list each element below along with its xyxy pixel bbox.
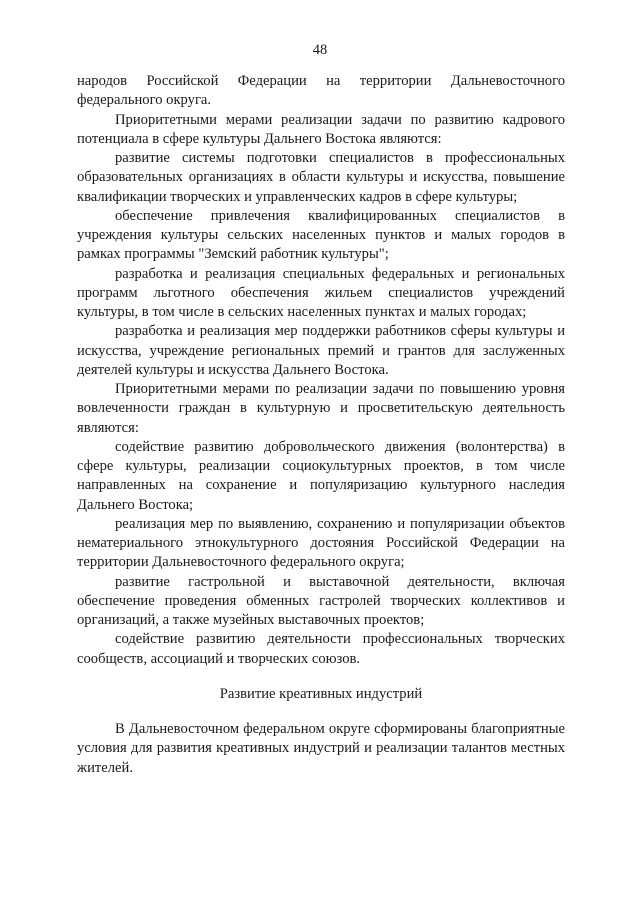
- list-item: развитие системы подготовки специалистов в профессиональных образовательных организациях в области культуры и искусства, повышение квалификации творческих и управленческих кадров в сфере культуры;: [77, 150, 565, 205]
- paragraph: народов Российской Федерации на территории Дальневосточного федерального округа.: [77, 73, 565, 109]
- paragraph: Приоритетными мерами по реализации задачи по повышению уровня вовлеченности граждан в культурную и просветительскую деятельность являются:: [77, 381, 565, 436]
- list-item: разработка и реализация мер поддержки работников сферы культуры и искусства, учреждение региональных премий и грантов для заслуженных деятелей культуры и искусства Дальнего Востока.: [77, 323, 565, 378]
- list-item: реализация мер по выявлению, сохранению и популяризации объектов нематериального этнокультурного достояния Российской Федерации на территории Дальневосточного федерального округа;: [77, 515, 565, 571]
- page-number: 48: [312, 42, 328, 58]
- document-body: [77, 72, 565, 778]
- paragraph: В Дальневосточном федеральном округе сформированы благоприятные условия для развития креативных индустрий и реализации талантов местных жителей.: [77, 721, 565, 776]
- list-item: содействие развитию добровольческого движения (волонтерства) в сфере культуры, реализации социокультурных проектов, в том числе направленных на сохранение и популяризацию культурного наследия Дальнего Востока;: [77, 438, 565, 513]
- list-item: разработка и реализация специальных федеральных и региональных программ льготного обеспечения жильем специалистов учреждений культуры, в том числе в сельских населенных пунктах и малых городах;: [77, 265, 565, 320]
- list-item: обеспечение привлечения квалифицированных специалистов в учреждения культуры сельских населенных пунктов и малых городов в рамках программы "Земский работник культуры";: [77, 207, 565, 263]
- paragraph: Приоритетными мерами реализации задачи по развитию кадрового потенциала в сфере культуры Дальнего Востока являются:: [77, 111, 565, 147]
- section-heading: Развитие креативных индустрий: [219, 685, 423, 702]
- list-item: содействие развитию деятельности профессиональных творческих сообществ, ассоциаций и творческих союзов.: [77, 631, 565, 667]
- list-item: развитие гастрольной и выставочной деятельности, включая обеспечение проведения обменных гастролей творческих коллективов и организаций, а также музейных выставочных проектов;: [77, 573, 565, 628]
